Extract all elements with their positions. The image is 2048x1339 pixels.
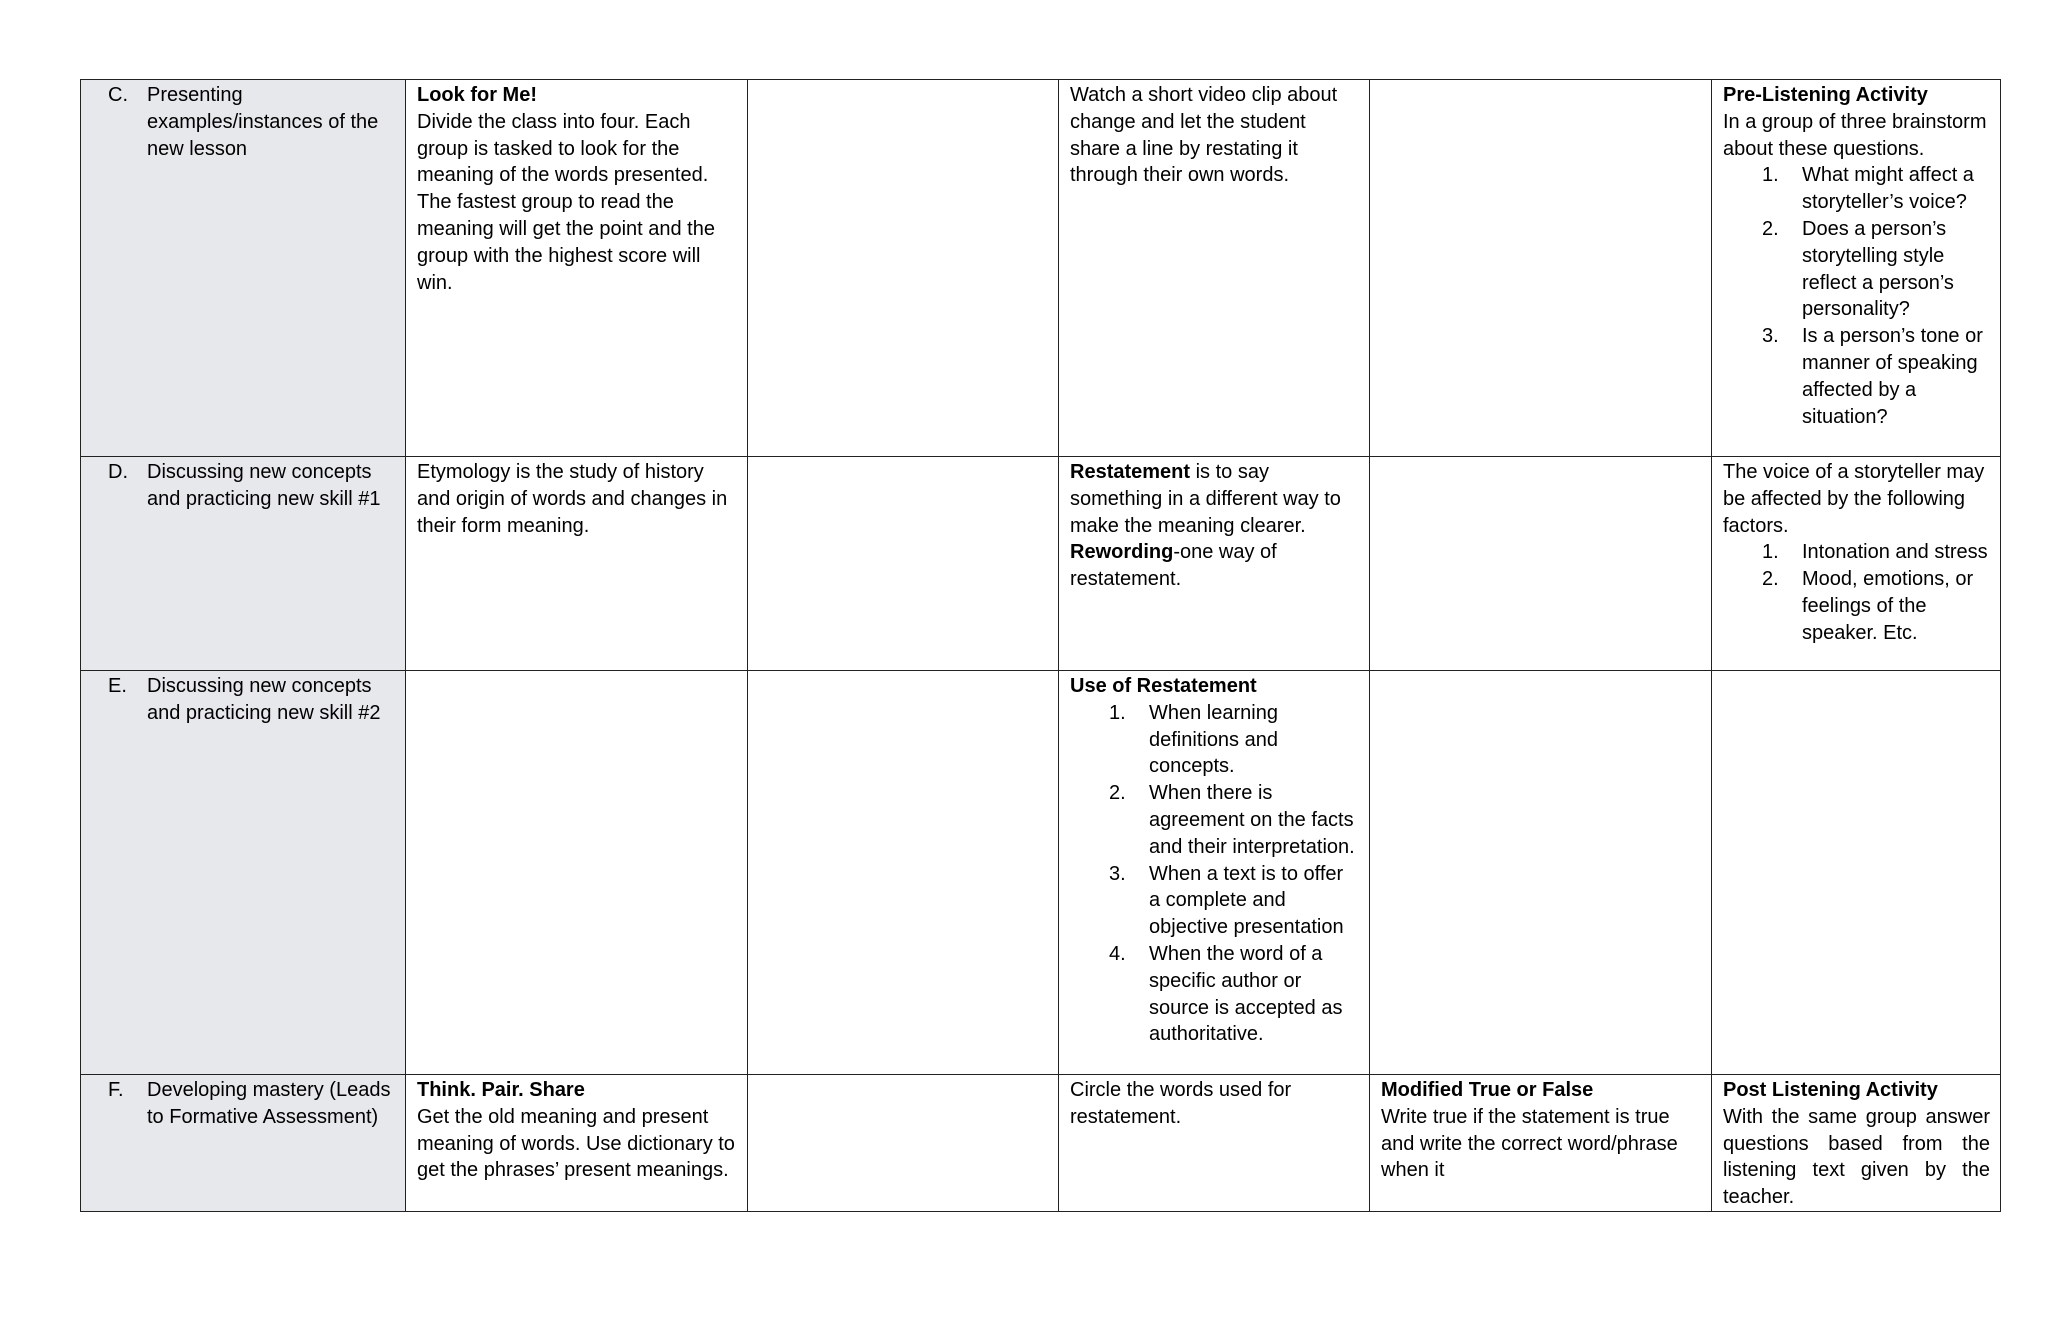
activity-title: Use of Restatement [1070,675,1257,697]
cell-f-col3 [1059,1075,1370,1212]
list-item: 1. What might affect a storyteller’s voice? [1762,164,1974,214]
table-row-f [81,1075,2001,1212]
cell-d-col3 [1059,457,1370,671]
activity-text: In a group of three brainstorm about these questions. [1723,110,1987,160]
list-item: 2. When there is agreement on the facts and their interpretation. [1109,782,1355,858]
activity-text: Divide the class into four. Each group is tasked to look for the meaning of the words presented. The fastest group to read the meaning will get the point and the group with the highest score will win. [417,110,715,294]
row-label-cell [81,80,406,457]
activity-text: Circle the words used for restatement. [1070,1079,1292,1128]
activity-text: Watch a short video clip about change and let the student share a line by restating it through their own words. [1070,84,1338,187]
cell-e-col2 [748,671,1059,1075]
activity-title: Look for Me! [417,84,537,106]
row-label-cell [81,457,406,671]
cell-f-col4 [1370,1075,1712,1212]
activity-text: Write true if the statement is true and write the correct word/phrase when it [1381,1105,1678,1182]
activity-text: The voice of a storyteller may be affected by the following factors. [1723,461,1985,537]
cell-d-col2 [748,457,1059,671]
list-item: 1. When learning definitions and concepts. [1109,701,1278,778]
cell-c-col3 [1059,80,1370,457]
list-item: 3. Is a person’s tone or manner of speaking affected by a situation? [1762,325,1983,428]
definition-text: Restatement is to say something in a different way to make the meaning clearer. [1070,461,1341,537]
list-item: 2. Mood, emotions, or feelings of the speaker. Etc. [1762,568,1974,644]
list-item: 2. Does a person’s storytelling style reflect a person’s personality? [1762,217,1954,321]
cell-c-col1 [406,80,748,457]
cell-c-col2 [748,80,1059,457]
cell-f-col2 [748,1075,1059,1212]
table-row-e [81,671,2001,1075]
cell-c-col4 [1370,80,1712,457]
cell-e-col1 [406,671,748,1075]
cell-f-col1 [406,1075,748,1212]
activity-title: Post Listening Activity [1723,1079,1938,1101]
list-item: 1. Intonation and stress [1762,541,1988,564]
table-row-c [81,80,2001,457]
lesson-plan-table [80,79,2001,1212]
row-letter: C. [108,84,128,106]
row-letter: F. [108,1079,124,1101]
table-row-d [81,457,2001,671]
activity-text: Etymology is the study of history and origin of words and changes in their form meaning. [417,461,728,537]
activity-text: Get the old meaning and present meaning of words. Use dictionary to get the phrases’ present meanings. [417,1105,735,1182]
cell-c-col5 [1712,80,2001,457]
list-item: 3. When a text is to offer a complete and objective presentation [1109,862,1344,939]
row-label: Presenting examples/instances of the new lesson [147,84,379,160]
cell-e-col5 [1712,671,2001,1075]
activity-text: With the same group answer questions based from the listening text given by the teacher. [1723,1105,1990,1209]
row-letter: E. [108,675,127,697]
cell-e-col4 [1370,671,1712,1075]
cell-f-col5 [1712,1075,2001,1212]
cell-d-col5 [1712,457,2001,671]
cell-d-col4 [1370,457,1712,671]
row-label: Discussing new concepts and practicing new skill #2 [147,675,381,724]
definition-text: Rewording-one way of restatement. [1070,541,1277,591]
activity-title: Think. Pair. Share [417,1079,585,1101]
row-label: Developing mastery (Leads to Formative Assessment) [147,1079,391,1128]
activity-title: Modified True or False [1381,1079,1594,1101]
list-item: 4. When the word of a specific author or source is accepted as authoritative. [1109,942,1343,1046]
cell-e-col3 [1059,671,1370,1075]
row-label: Discussing new concepts and practicing new skill #1 [147,461,381,510]
cell-d-col1 [406,457,748,671]
row-letter: D. [108,461,128,483]
row-label-cell [81,671,406,1075]
activity-title: Pre-Listening Activity [1723,84,1928,106]
row-label-cell [81,1075,406,1212]
